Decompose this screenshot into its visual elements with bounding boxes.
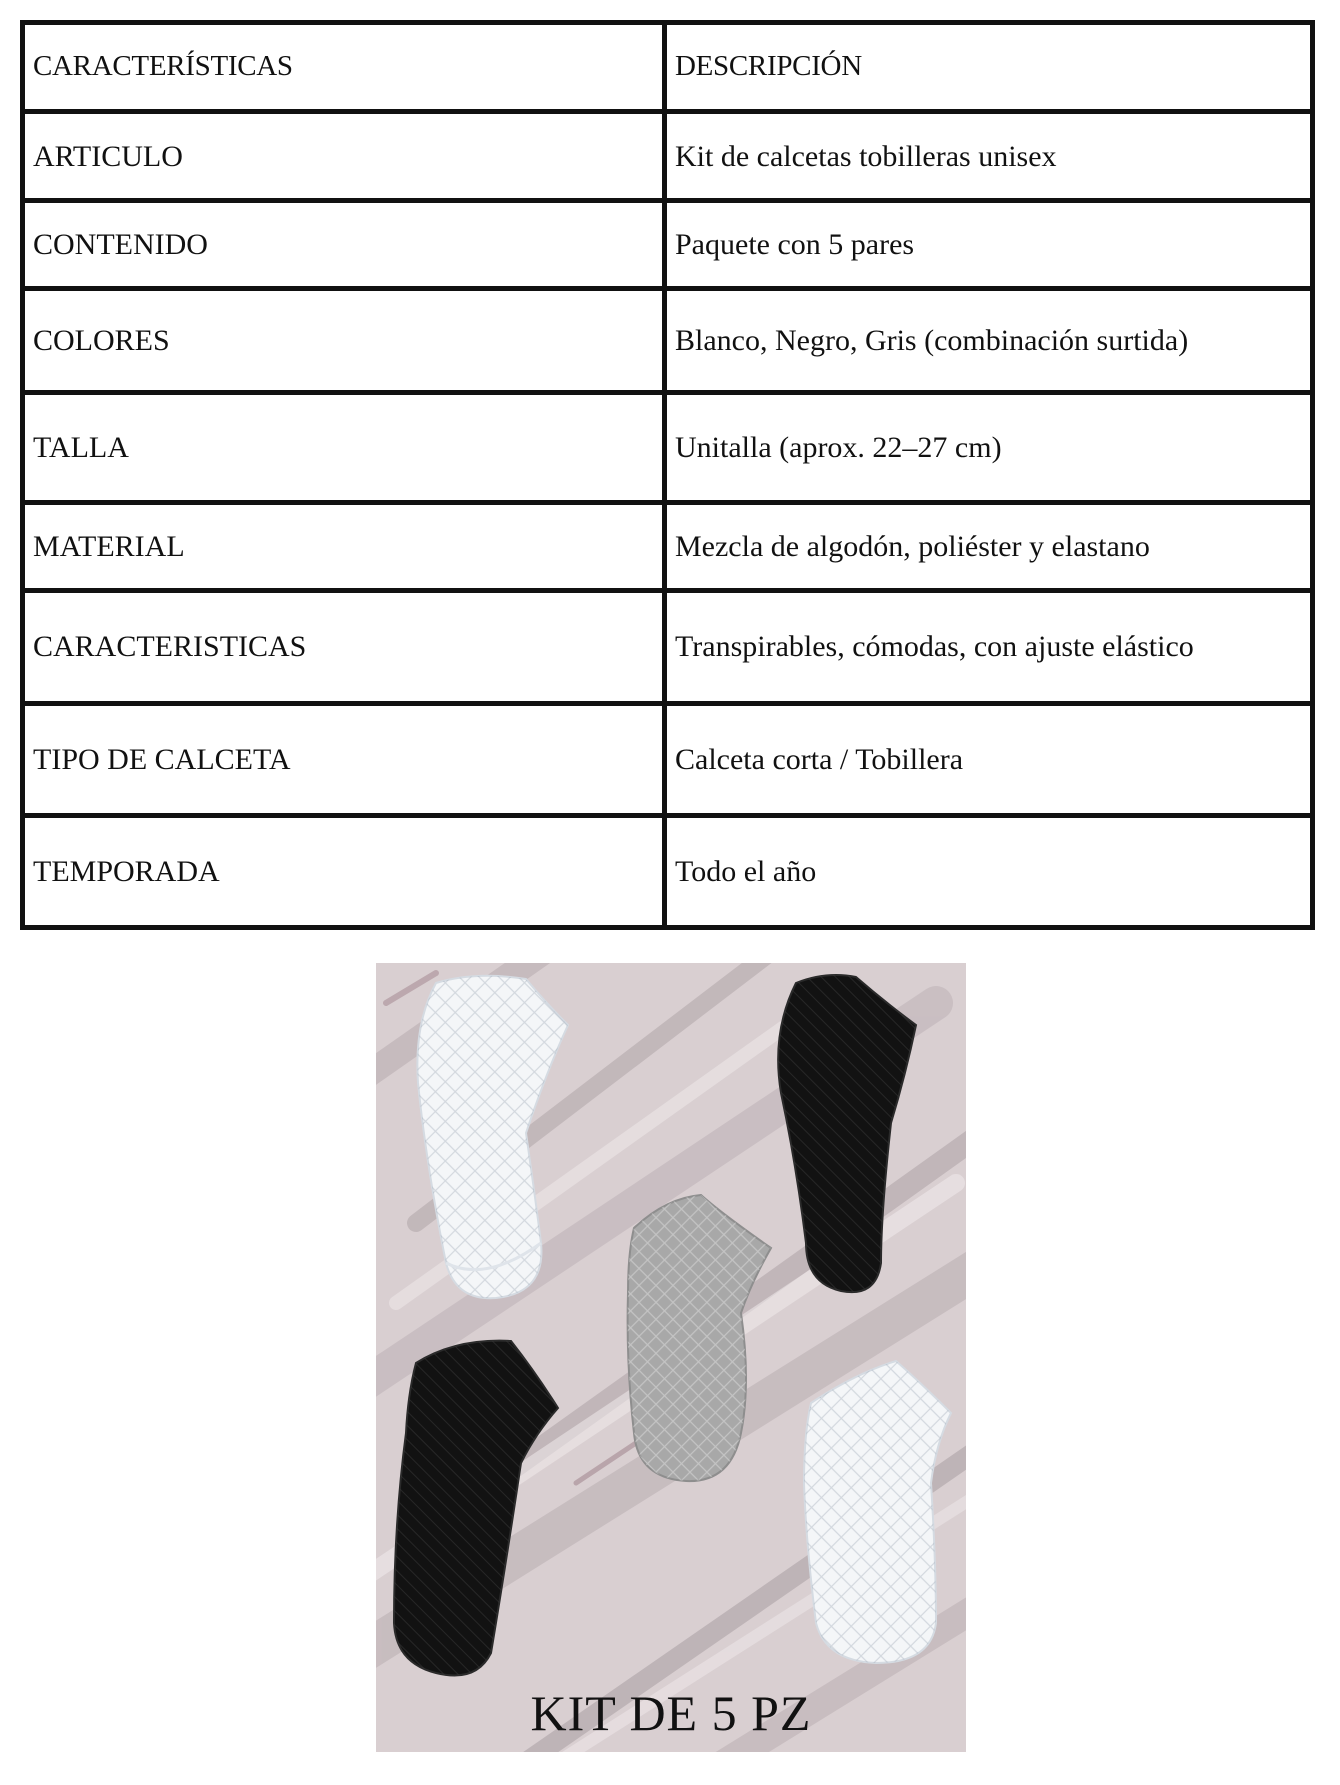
- row-value: Transpirables, cómodas, con ajuste elástico: [665, 591, 1313, 704]
- row-value: Paquete con 5 pares: [665, 200, 1313, 288]
- row-value: Todo el año: [665, 816, 1313, 928]
- table-row: [23, 703, 1313, 816]
- row-value: Unitalla (aprox. 22–27 cm): [665, 393, 1313, 503]
- table-row: [23, 200, 1313, 288]
- header-characteristics: CARACTERÍSTICAS: [23, 23, 665, 112]
- row-label: TEMPORADA: [23, 816, 665, 928]
- white-sock-bottom-right: [804, 1361, 951, 1663]
- table-row: [23, 591, 1313, 704]
- product-photo: [376, 963, 966, 1752]
- row-value: Blanco, Negro, Gris (combinación surtida): [665, 289, 1313, 393]
- row-value: Mezcla de algodón, poliéster y elastano: [665, 502, 1313, 590]
- row-label: TALLA: [23, 393, 665, 503]
- specifications-table: [20, 20, 1315, 930]
- header-description: DESCRIPCIÓN: [665, 23, 1313, 112]
- table-row: [23, 112, 1313, 200]
- table-row: [23, 502, 1313, 590]
- table-header-row: [23, 23, 1313, 112]
- socks-illustration: [376, 963, 966, 1752]
- row-label: CARACTERISTICAS: [23, 591, 665, 704]
- row-label: ARTICULO: [23, 112, 665, 200]
- row-value: Kit de calcetas tobilleras unisex: [665, 112, 1313, 200]
- table-row: [23, 289, 1313, 393]
- row-label: COLORES: [23, 289, 665, 393]
- table-row: [23, 816, 1313, 928]
- table-row: [23, 393, 1313, 503]
- row-value: Calceta corta / Tobillera: [665, 703, 1313, 816]
- row-label: TIPO DE CALCETA: [23, 703, 665, 816]
- row-label: CONTENIDO: [23, 200, 665, 288]
- row-label: MATERIAL: [23, 502, 665, 590]
- photo-caption: KIT DE 5 PZ: [530, 1685, 812, 1741]
